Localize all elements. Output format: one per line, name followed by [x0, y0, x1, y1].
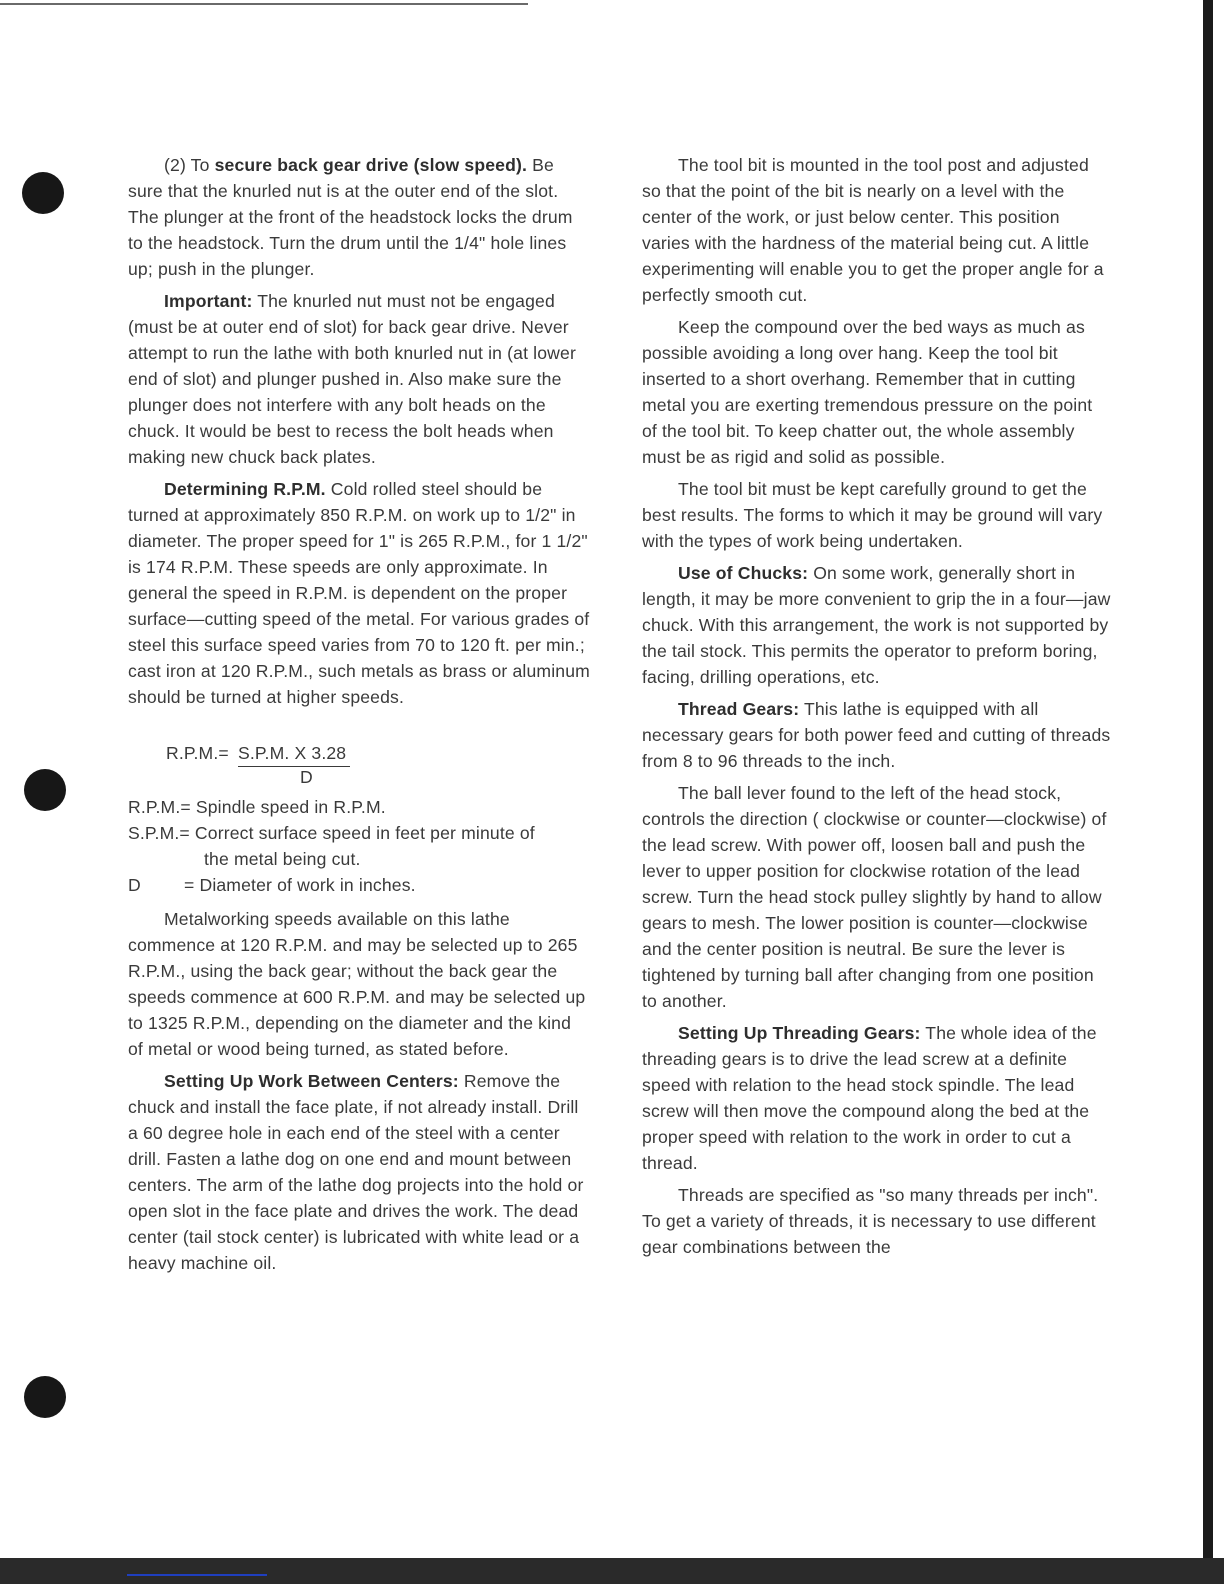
scan-edge-right [1203, 0, 1213, 1560]
paragraph-back-gear [128, 152, 590, 282]
paragraph-text: Keep the compound over the bed ways as much as possible avoiding a long over hang. Keep the tool bit inserted to a short overhang. Remember that in cutting metal you are exerting tremendous pressure on the point of the tool bit. To keep chatter out, the whole assembly must be as rigid and solid as possible. [642, 317, 1093, 467]
paragraph-between-centers [128, 1068, 590, 1276]
paragraph-threading-gears [642, 1020, 1112, 1176]
paragraph-text: The ball lever found to the left of the head stock, controls the direction ( clockwise or counter—clockwise) of the lead screw. With power off, loosen ball and push the lever to upper position for clockwise rotation of the lead screw. Turn the head stock pulley slightly by hand to allow gears to mesh. The lower position is counter—clockwise and the center position is neutral. Be sure the lever is tightened by turning ball after changing from one position to another. [642, 783, 1107, 1011]
paragraph-text: Remove the chuck and install the face plate, if not already install. Drill a 60 degree hole in each end of the steel with a center drill. Fasten a lathe dog on one end and mount between centers. The arm of the lathe dog projects into the hold or open slot in the face plate and drives the work. The dead center (tail stock center) is lubricated with white lead or a heavy machine oil. [128, 1071, 584, 1273]
rpm-formula [166, 740, 590, 788]
heading-chucks: Use of Chucks: [678, 563, 809, 583]
paragraph-text: On some work, generally short in length, it may be more convenient to grip the in a four—jaw chuck. With this arrangement, the work is not supported by the tail stock. This permits the operator to preform boring, facing, drilling operations, etc. [642, 563, 1111, 687]
formula-denominator: D [300, 767, 313, 787]
paragraph-thread-gears [642, 696, 1112, 774]
heading-important: Important: [164, 291, 253, 311]
punch-hole-bottom [24, 1376, 66, 1418]
paragraph-text: Cold rolled steel should be turned at approximately 850 R.P.M. on work up to 1/2" in diameter. The proper speed for 1" is 265 R.P.M., for 1 1/2" is 174 R.P.M. These speeds are only approximate. In general the speed in R.P.M. is dependent on the proper surface—cutting speed of the metal. For various grades of steel this surface speed varies from 70 to 120 ft. per min.; cast iron at 120 R.P.M., such metals as brass or aluminum should be turned at higher speeds. [128, 479, 590, 707]
paragraph-threads-per-inch [642, 1182, 1112, 1260]
paragraph-determining-rpm [128, 476, 590, 710]
left-column [128, 152, 590, 1282]
heading-back-gear: secure back gear drive (slow speed). [214, 155, 528, 175]
definition-text: = Diameter of work in inches. [184, 875, 416, 895]
paragraph-text: The knurled nut must not be engaged (must be at outer end of slot) for back gear drive. Never attempt to run the lathe with both knurled nut in (at lower end of slot) and plunger pushed in. Also make sure the plunger does not interfere with any bolt heads on the chuck. It would be best to recess the bolt heads when making new chuck back plates. [128, 291, 576, 467]
definition-d [128, 872, 590, 898]
paragraph-text: Metalworking speeds available on this lathe commence at 120 R.P.M. and may be selected up to 265 R.P.M., using the back gear; without the back gear the speeds commence at 600 R.P.M. and may be selected up to 1325 R.P.M., depending on the diameter and the kind of metal or wood being turned, as stated before. [128, 909, 586, 1059]
paragraph-text: The whole idea of the threading gears is to drive the lead screw at a definite speed with relation to the head stock spindle. The lead screw will then move the compound along the bed at the proper speed with relation to the work in order to cut a thread. [642, 1023, 1097, 1173]
paragraph-speeds [128, 906, 590, 1062]
paragraph-prefix: (2) To [164, 155, 215, 175]
scan-edge-top [0, 3, 528, 5]
scan-edge-bottom [0, 1558, 1224, 1584]
formula-lhs: R.P.M.= [166, 743, 229, 763]
paragraph-compound [642, 314, 1112, 470]
paragraph-tool-bit [642, 152, 1112, 308]
punch-hole-top [22, 172, 64, 214]
paragraph-text: Threads are specified as "so many threads per inch". To get a variety of threads, it is necessary to use different gear combinations between the [642, 1185, 1099, 1257]
heading-thread-gears: Thread Gears: [678, 699, 800, 719]
paragraph-grinding [642, 476, 1112, 554]
scan-mark [127, 1574, 267, 1576]
paragraph-chucks [642, 560, 1112, 690]
heading-threading-gears: Setting Up Threading Gears: [678, 1023, 921, 1043]
heading-determining-rpm: Determining R.P.M. [164, 479, 326, 499]
paragraph-text: This lathe is equipped with all necessary gears for both power feed and cutting of threads from 8 to 96 threads to the inch. [642, 699, 1111, 771]
paragraph-important [128, 288, 590, 470]
heading-between-centers: Setting Up Work Between Centers: [164, 1071, 459, 1091]
right-column [642, 152, 1112, 1266]
paragraph-text: The tool bit is mounted in the tool post and adjusted so that the point of the bit is nearly on a level with the center of the work, or just below center. This position varies with the hardness of the material being cut. A little experimenting will enable you to get the proper angle for a perfectly smooth cut. [642, 155, 1104, 305]
definition-text-continued: the metal being cut. [204, 849, 361, 869]
definition-text: Correct surface speed in feet per minute of [189, 823, 535, 843]
definition-rpm [128, 794, 590, 820]
definition-term: D [128, 875, 141, 895]
definition-spm [128, 820, 590, 872]
punch-hole-middle [24, 769, 66, 811]
definition-term: S.P.M.= [128, 823, 190, 843]
formula-numerator: S.P.M. X 3.28 [238, 740, 350, 767]
paragraph-text: Be sure that the knurled nut is at the outer end of the slot. The plunger at the front of the headstock locks the drum to the headstock. Turn the drum until the 1/4" hole lines up; push in the plunger. [128, 155, 573, 279]
paragraph-text: The tool bit must be kept carefully ground to get the best results. The forms to which it may be ground will vary with the types of work being undertaken. [642, 479, 1103, 551]
definition-term: R.P.M.= [128, 797, 191, 817]
paragraph-ball-lever [642, 780, 1112, 1014]
definition-text: Spindle speed in R.P.M. [190, 797, 386, 817]
